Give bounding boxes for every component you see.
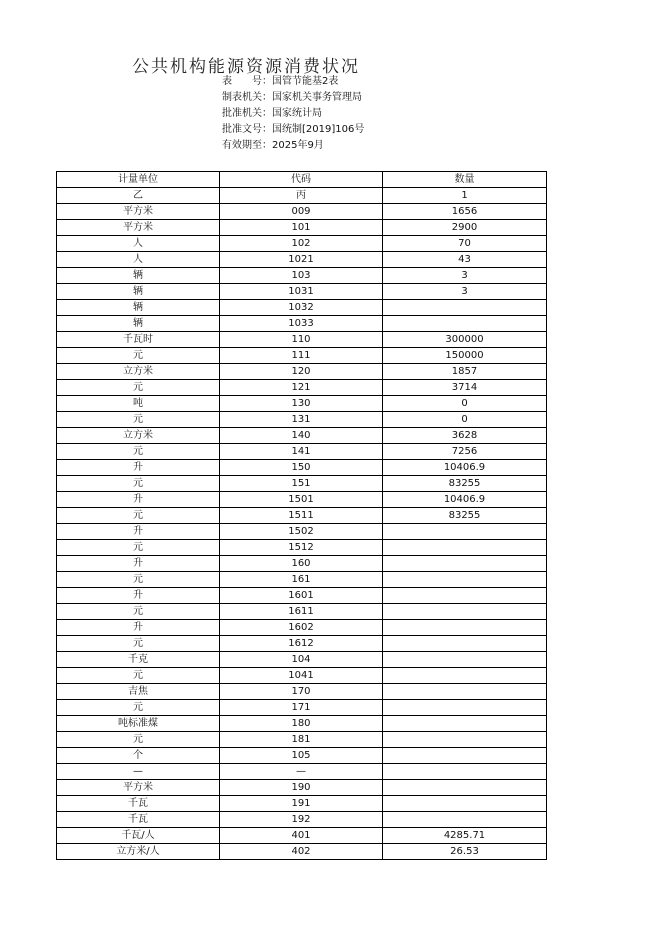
cell-unit: 元	[57, 604, 220, 620]
cell-unit: 千瓦时	[57, 332, 220, 348]
cell-code: 120	[220, 364, 383, 380]
header-unit: 计量单位	[57, 172, 220, 188]
cell-code: 丙	[220, 188, 383, 204]
cell-unit: 辆	[57, 268, 220, 284]
meta-valid-until	[222, 138, 364, 154]
cell-code: 160	[220, 556, 383, 572]
cell-unit: 元	[57, 572, 220, 588]
table-row	[57, 204, 547, 220]
table-row	[57, 572, 547, 588]
meta-label: 制表机关：	[222, 92, 272, 103]
table-row	[57, 588, 547, 604]
cell-code: 190	[220, 780, 383, 796]
cell-code: 1602	[220, 620, 383, 636]
cell-unit: 平方米	[57, 204, 220, 220]
cell-quantity: 2900	[383, 220, 547, 236]
cell-unit: —	[57, 764, 220, 780]
cell-unit: 升	[57, 460, 220, 476]
cell-quantity	[383, 636, 547, 652]
cell-code: 1032	[220, 300, 383, 316]
table-header-row	[57, 172, 547, 188]
table-row	[57, 604, 547, 620]
page-title: 公共机构能源资源消费状况	[132, 57, 360, 77]
cell-unit: 元	[57, 636, 220, 652]
cell-quantity: 26.53	[383, 844, 547, 860]
cell-unit: 升	[57, 588, 220, 604]
cell-unit: 吨	[57, 396, 220, 412]
cell-quantity: 1656	[383, 204, 547, 220]
table-row	[57, 236, 547, 252]
meta-label: 批准文号：	[222, 124, 272, 135]
cell-code: 170	[220, 684, 383, 700]
cell-unit: 吨标准煤	[57, 716, 220, 732]
cell-unit: 人	[57, 236, 220, 252]
table-row	[57, 812, 547, 828]
cell-code: 140	[220, 428, 383, 444]
table-row	[57, 556, 547, 572]
cell-quantity: 83255	[383, 476, 547, 492]
table-row	[57, 764, 547, 780]
cell-code: 1031	[220, 284, 383, 300]
meta-label: 批准机关：	[222, 108, 272, 119]
cell-code: 130	[220, 396, 383, 412]
cell-unit: 个	[57, 748, 220, 764]
cell-code: 1601	[220, 588, 383, 604]
table-row	[57, 380, 547, 396]
cell-code: 141	[220, 444, 383, 460]
cell-code: 401	[220, 828, 383, 844]
cell-quantity	[383, 316, 547, 332]
cell-code: 121	[220, 380, 383, 396]
cell-code: 191	[220, 796, 383, 812]
cell-code: 104	[220, 652, 383, 668]
table-row	[57, 524, 547, 540]
table-row	[57, 188, 547, 204]
cell-unit: 千瓦	[57, 796, 220, 812]
cell-quantity	[383, 620, 547, 636]
cell-unit: 升	[57, 492, 220, 508]
cell-unit: 元	[57, 476, 220, 492]
cell-code: 1041	[220, 668, 383, 684]
cell-unit: 元	[57, 732, 220, 748]
cell-unit: 辆	[57, 316, 220, 332]
cell-quantity: 7256	[383, 444, 547, 460]
table-row	[57, 284, 547, 300]
table-row	[57, 316, 547, 332]
meta-value: 国家统计局	[272, 108, 322, 119]
table-row	[57, 732, 547, 748]
table-row	[57, 348, 547, 364]
table-row	[57, 300, 547, 316]
cell-unit: 元	[57, 444, 220, 460]
cell-quantity: 43	[383, 252, 547, 268]
table-row	[57, 748, 547, 764]
cell-code: —	[220, 764, 383, 780]
cell-quantity: 300000	[383, 332, 547, 348]
header-code: 代码	[220, 172, 383, 188]
cell-unit: 元	[57, 508, 220, 524]
cell-unit: 升	[57, 620, 220, 636]
meta-value: 2025年9月	[272, 140, 324, 151]
meta-approval-number	[222, 122, 364, 138]
table-row	[57, 460, 547, 476]
cell-unit: 千瓦	[57, 812, 220, 828]
cell-code: 110	[220, 332, 383, 348]
cell-unit: 乙	[57, 188, 220, 204]
meta-value: 国家机关事务管理局	[272, 92, 362, 103]
cell-unit: 人	[57, 252, 220, 268]
cell-quantity	[383, 524, 547, 540]
cell-quantity	[383, 812, 547, 828]
form-meta	[222, 74, 364, 154]
cell-code: 1611	[220, 604, 383, 620]
table-row	[57, 428, 547, 444]
table-row	[57, 652, 547, 668]
table-row	[57, 620, 547, 636]
cell-quantity	[383, 588, 547, 604]
meta-issuing-agency	[222, 90, 364, 106]
cell-unit: 升	[57, 556, 220, 572]
table-row	[57, 476, 547, 492]
table-row	[57, 636, 547, 652]
cell-code: 1501	[220, 492, 383, 508]
cell-quantity: 83255	[383, 508, 547, 524]
cell-quantity	[383, 700, 547, 716]
cell-unit: 元	[57, 540, 220, 556]
cell-quantity: 4285.71	[383, 828, 547, 844]
table-row	[57, 844, 547, 860]
header-quantity: 数量	[383, 172, 547, 188]
table-row	[57, 780, 547, 796]
cell-code: 150	[220, 460, 383, 476]
cell-code: 111	[220, 348, 383, 364]
table-row	[57, 828, 547, 844]
cell-code: 1512	[220, 540, 383, 556]
table-body	[57, 188, 547, 860]
cell-quantity	[383, 764, 547, 780]
cell-code: 103	[220, 268, 383, 284]
cell-unit: 千瓦/人	[57, 828, 220, 844]
meta-label: 有效期至：	[222, 140, 272, 151]
cell-quantity	[383, 748, 547, 764]
cell-quantity	[383, 668, 547, 684]
cell-unit: 平方米	[57, 780, 220, 796]
cell-code: 171	[220, 700, 383, 716]
meta-form-number	[222, 74, 364, 90]
cell-quantity: 1857	[383, 364, 547, 380]
cell-code: 180	[220, 716, 383, 732]
table-row	[57, 716, 547, 732]
cell-quantity: 3714	[383, 380, 547, 396]
cell-quantity	[383, 604, 547, 620]
cell-quantity: 0	[383, 412, 547, 428]
cell-unit: 辆	[57, 284, 220, 300]
cell-unit: 元	[57, 380, 220, 396]
cell-unit: 立方米	[57, 428, 220, 444]
table-row	[57, 268, 547, 284]
cell-quantity	[383, 300, 547, 316]
cell-unit: 立方米/人	[57, 844, 220, 860]
cell-unit: 元	[57, 412, 220, 428]
cell-code: 102	[220, 236, 383, 252]
cell-unit: 千克	[57, 652, 220, 668]
cell-quantity: 0	[383, 396, 547, 412]
cell-quantity	[383, 732, 547, 748]
table-row	[57, 396, 547, 412]
cell-unit: 平方米	[57, 220, 220, 236]
cell-quantity: 3	[383, 268, 547, 284]
cell-quantity	[383, 572, 547, 588]
table-row	[57, 252, 547, 268]
cell-quantity	[383, 556, 547, 572]
cell-quantity	[383, 684, 547, 700]
cell-quantity: 10406.9	[383, 460, 547, 476]
meta-value: 国管节能基2表	[272, 76, 339, 87]
table-row	[57, 444, 547, 460]
cell-code: 161	[220, 572, 383, 588]
cell-code: 402	[220, 844, 383, 860]
cell-unit: 元	[57, 700, 220, 716]
meta-label: 表 号：	[222, 76, 272, 87]
cell-code: 1502	[220, 524, 383, 540]
cell-unit: 辆	[57, 300, 220, 316]
table-row	[57, 364, 547, 380]
cell-code: 1612	[220, 636, 383, 652]
cell-code: 009	[220, 204, 383, 220]
cell-unit: 立方米	[57, 364, 220, 380]
cell-quantity: 1	[383, 188, 547, 204]
cell-code: 101	[220, 220, 383, 236]
table-row	[57, 796, 547, 812]
cell-quantity	[383, 716, 547, 732]
cell-code: 105	[220, 748, 383, 764]
cell-code: 151	[220, 476, 383, 492]
cell-quantity: 150000	[383, 348, 547, 364]
cell-quantity: 3	[383, 284, 547, 300]
energy-consumption-table	[56, 171, 547, 860]
table-row	[57, 540, 547, 556]
cell-unit: 吉焦	[57, 684, 220, 700]
cell-quantity: 3628	[383, 428, 547, 444]
cell-quantity	[383, 796, 547, 812]
cell-unit: 元	[57, 668, 220, 684]
cell-code: 1033	[220, 316, 383, 332]
table-row	[57, 668, 547, 684]
cell-quantity: 70	[383, 236, 547, 252]
table-row	[57, 220, 547, 236]
cell-unit: 元	[57, 348, 220, 364]
cell-quantity	[383, 540, 547, 556]
table-row	[57, 508, 547, 524]
cell-code: 192	[220, 812, 383, 828]
cell-code: 1511	[220, 508, 383, 524]
cell-quantity	[383, 780, 547, 796]
cell-code: 1021	[220, 252, 383, 268]
table-row	[57, 412, 547, 428]
cell-quantity	[383, 652, 547, 668]
cell-unit: 升	[57, 524, 220, 540]
cell-code: 131	[220, 412, 383, 428]
table-row	[57, 332, 547, 348]
table-row	[57, 684, 547, 700]
table-row	[57, 492, 547, 508]
table-row	[57, 700, 547, 716]
meta-approving-agency	[222, 106, 364, 122]
cell-quantity: 10406.9	[383, 492, 547, 508]
meta-value: 国统制[2019]106号	[272, 124, 365, 135]
cell-code: 181	[220, 732, 383, 748]
